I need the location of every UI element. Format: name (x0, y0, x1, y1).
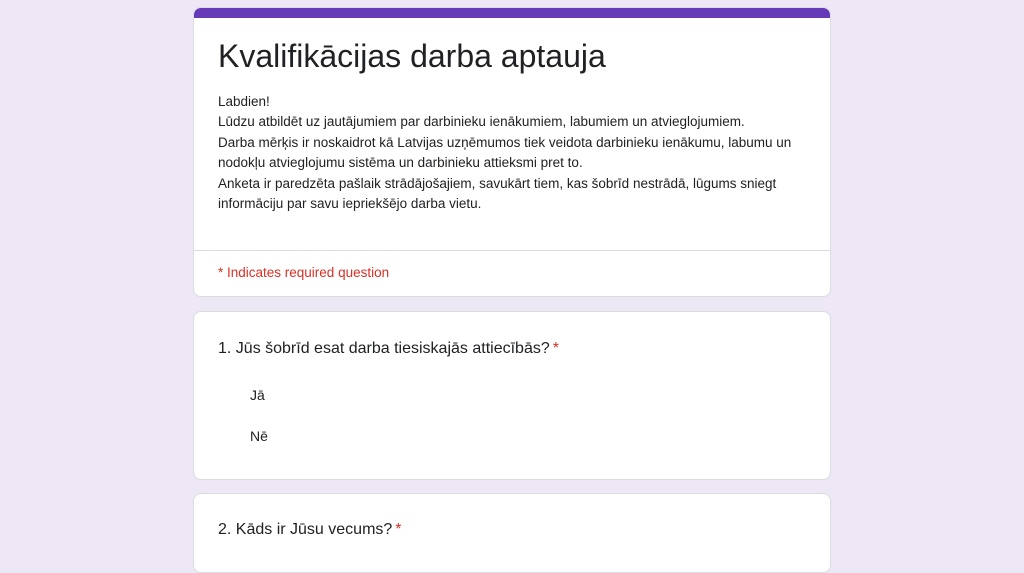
option-ne[interactable]: Nē (250, 428, 268, 444)
description-line: Lūdzu atbildēt uz jautājumiem par darbinieku ienākumiem, labumiem un atvieglojumiem. (218, 114, 745, 130)
form-title: Kvalifikācijas darba aptauja (218, 38, 606, 74)
question-card-1 (193, 311, 831, 480)
question-text: 1. Jūs šobrīd esat darba tiesiskajās attiecībās? (218, 340, 550, 357)
required-note: * Indicates required question (218, 265, 390, 280)
option-ja[interactable]: Jā (250, 387, 265, 403)
description-line: nodokļu atvieglojumu sistēma un darbinieku attieksmi pret to. (218, 155, 583, 171)
header-divider (194, 250, 830, 251)
accent-bar (194, 8, 830, 18)
form-description (218, 92, 810, 214)
description-line: Darba mērķis ir noskaidrot kā Latvijas uzņēmumos tiek veidota darbinieku ienākumu, labumu un (218, 134, 792, 150)
form-header-card (193, 7, 831, 297)
question-title (218, 337, 559, 361)
description-line: Anketa ir paredzēta pašlaik strādājošajiem, savukārt tiem, kas šobrīd nestrādā, lūgums sniegt informāciju par savu iepriekšējo darba vietu. (218, 175, 777, 212)
required-asterisk: * (552, 340, 559, 357)
required-asterisk: * (395, 521, 402, 538)
question-title (218, 518, 402, 542)
question-card-2 (193, 493, 831, 573)
description-line: Labdien! (218, 94, 270, 109)
question-text: 2. Kāds ir Jūsu vecums? (218, 521, 393, 538)
